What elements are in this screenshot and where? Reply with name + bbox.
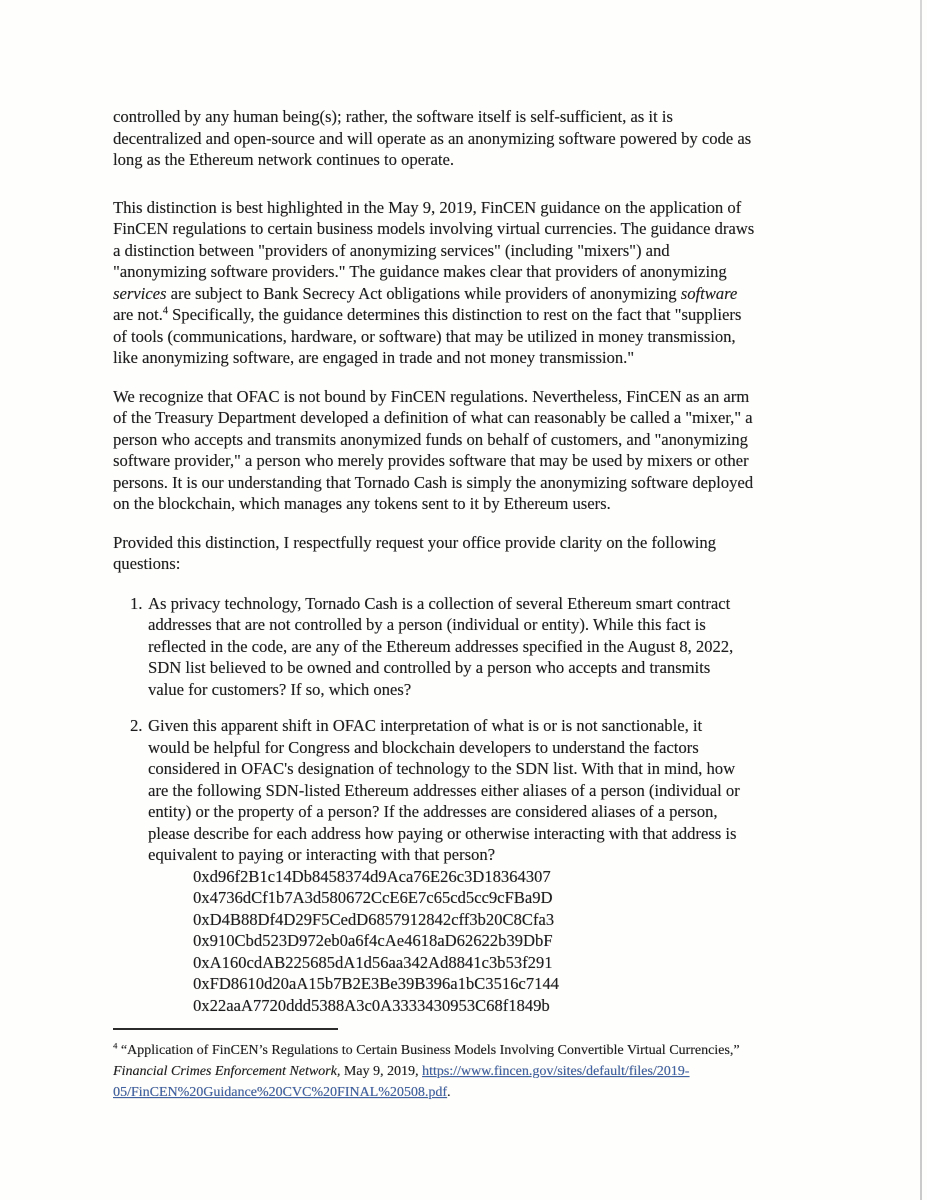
text-line: $^4$ “Application of FinCEN’s Regulations to Certain Business Models Involving Convertible Virtual Currencies,” [113,1040,740,1058]
text-line: decentralized and open-source and will operate as an anonymizing software powered by code as [113,128,752,148]
text-line: a distinction between "providers of anonymizing services" (including "mixers") and [113,240,670,260]
ethereum-address: 0x4736dCf1b7A3d580672CcE6E7c65cd5cc9cFBa9D [193,888,553,907]
ethereum-address: 0xd96f2B1c14Db8458374d9Aca76E26c3D18364307 [193,866,551,886]
question-2-text [148,715,827,866]
text-line: SDN list believed to be owned and controlled by a person who accepts and transmits [148,658,711,677]
text-line: entity) or the property of a person? If the addresses are considered aliases of a person, [148,802,718,821]
text-line: considered in OFAC's designation of technology to the SDN list. With that in mind, how [148,759,736,778]
text-line: Provided this distinction, I respectfully request your office provide clarity on the following [113,532,716,552]
paragraph-ofac-not-bound [113,386,827,515]
ethereum-address-list [193,866,827,1017]
text-line: 05/FinCEN%20Guidance%20CVC%20FINAL%20508.pdf. [113,1085,451,1100]
text-line: value for customers? If so, which ones? [148,679,412,699]
text-line: software provider," a person who merely provides software that may be used by mixers or other [113,451,749,470]
ethereum-address: 0xA160cdAB225685dA1d56aa342Ad8841c3b53f291 [193,952,553,972]
paragraph-request-clarity [113,532,827,575]
text-line: like anonymizing software, are engaged in trade and not money transmission." [113,348,635,367]
question-1 [113,593,827,701]
text-line: controlled by any human being(s); rather, the software itself is self-sufficient, as it is [113,107,673,126]
text-line: of tools (communications, hardware, or software) that may be utilized in money transmission, [113,326,736,346]
footnote-4 [113,1040,827,1103]
footnote-separator-rule [113,1028,338,1030]
scan-artifact-line [920,0,922,1200]
text-line: are not.$^4$ Specifically, the guidance determines this distinction to rest on the fact that "suppliers [113,305,742,324]
text-line: persons. It is our understanding that Tornado Cash is simply the anonymizing software deployed [113,472,754,492]
question-1-number: 1. [130,593,143,613]
text-line: reflected in the code, are any of the Ethereum addresses specified in the August 8, 2022, [148,636,734,656]
paragraph-fincen-guidance [113,197,827,369]
text-line: long as the Ethereum network continues to operate. [113,150,454,169]
text-line: are the following SDN-listed Ethereum addresses either aliases of a person (individual or [148,780,740,800]
footnote-reference-superscript: 4 [113,1040,118,1051]
text-line: FinCEN regulations to certain business models involving virtual currencies. The guidance draws [113,219,755,238]
ethereum-address: 0x22aaA7720ddd5388A3c0A3333430953C68f1849b [193,995,550,1015]
text-line: on the blockchain, which manages any tokens sent to it by Ethereum users. [113,494,611,513]
italic-text: software [680,283,738,303]
text-line: Financial Crimes Enforcement Network, May 9, 2019, https://www.fincen.gov/sites/default/files/2019- [113,1064,690,1079]
paragraph-self-sufficient-software [113,106,827,171]
text-line: would be helpful for Congress and blockchain developers to understand the factors [148,737,699,757]
text-line: of the Treasury Department developed a definition of what can reasonably be called a "mixer," a [113,408,753,427]
text-line: equivalent to paying or interacting with that person? [148,845,495,864]
text-line: We recognize that OFAC is not bound by FinCEN regulations. Nevertheless, FinCEN as an arm [113,386,750,406]
text-line: please describe for each address how paying or otherwise interacting with that address is [148,823,737,843]
footnote-url-link[interactable]: https://www.fincen.gov/sites/default/files/2019- [422,1064,690,1079]
question-2-number: 2. [130,716,143,735]
text-line: services are subject to Bank Secrecy Act obligations while providers of anonymizing software [113,283,738,303]
footnote-reference-superscript: 4 [162,305,168,317]
footnote-url-link[interactable]: 05/FinCEN%20Guidance%20CVC%20FINAL%20508.pdf [113,1085,448,1100]
text-line: Given this apparent shift in OFAC interpretation of what is or is not sanctionable, it [148,716,703,735]
italic-text: Financial Crimes Enforcement Network, [113,1064,341,1079]
text-line: person who accepts and transmits anonymized funds on behalf of customers, and "anonymizing [113,429,748,449]
text-line: questions: [113,554,181,573]
ethereum-address: 0xFD8610d20aA15b7B2E3Be39B396a1bC3516c7144 [193,974,559,993]
text-line: addresses that are not controlled by a person (individual or entity). While this fact is [148,615,706,634]
italic-text: services [113,283,167,303]
question-1-text [148,593,827,701]
text-line: As privacy technology, Tornado Cash is a collection of several Ethereum smart contract [148,593,731,613]
text-line: "anonymizing software providers." The guidance makes clear that providers of anonymizing [113,262,727,281]
question-2 [113,715,827,1016]
ethereum-address: 0x910Cbd523D972eb0a6f4cAe4618aD62622b39DbF [193,931,553,950]
ethereum-address: 0xD4B88Df4D29F5CedD6857912842cff3b20C8Cfa3 [193,909,555,929]
letter-body [113,106,827,1103]
text-line: This distinction is best highlighted in the May 9, 2019, FinCEN guidance on the application of [113,197,742,217]
